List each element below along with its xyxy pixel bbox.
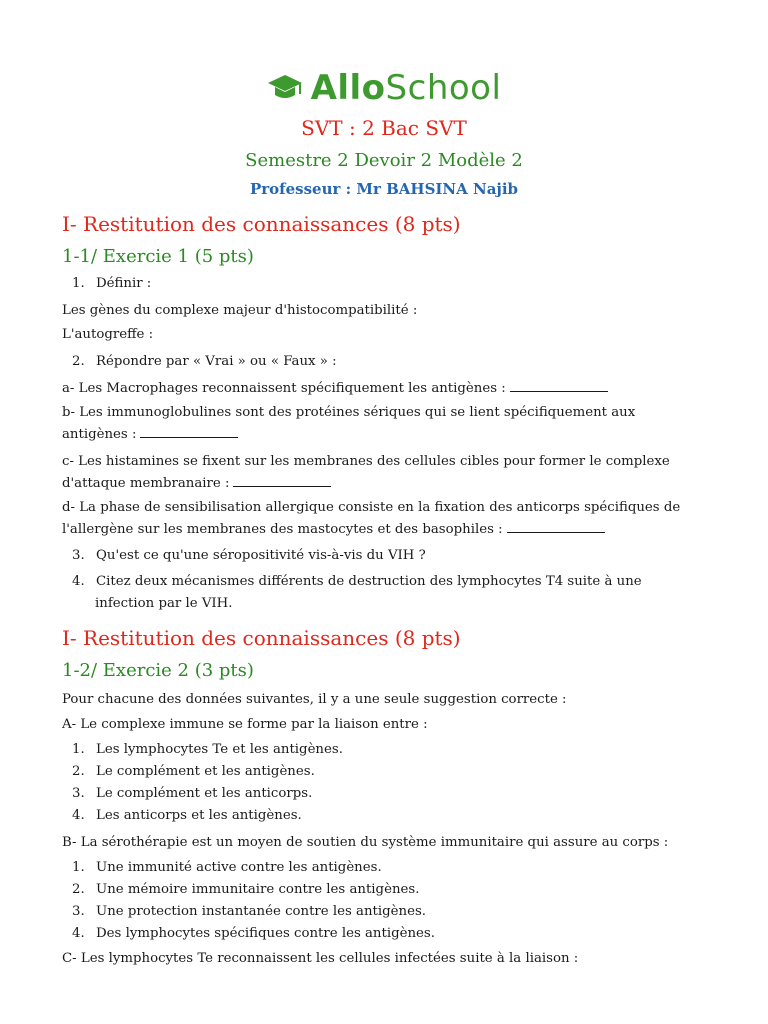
exercise-2-heading: 1-2/ Exercie 2 (3 pts) xyxy=(62,660,254,681)
answer-blank-a[interactable] xyxy=(510,378,608,392)
statement-d: d- La phase de sensibilisation allergique consiste en la fixation des anticorps spécifiques de l'allergène sur les membranes des mastocytes et des basophiles : xyxy=(62,500,681,537)
question-4: 4. Citez deux mécanismes différents de destruction des lymphocytes T4 suite à une infection par le VIH. xyxy=(72,574,642,611)
option-A-1[interactable]: 1. Les lymphocytes Te et les antigènes. xyxy=(72,742,343,757)
section-2-heading: I- Restitution des connaissances (8 pts) xyxy=(62,626,461,650)
section-1-heading: I- Restitution des connaissances (8 pts) xyxy=(62,212,461,236)
answer-blank-d[interactable] xyxy=(507,519,605,533)
statement-c: c- Les histamines se fixent sur les membranes des cellules cibles pour former le complexe d'attaque membranaire : xyxy=(62,454,670,491)
question-B-stem: B- La sérothérapie est un moyen de soutien du système immunitaire qui assure au corps : xyxy=(62,835,669,850)
question-1-item-2: L'autogreffe : xyxy=(62,327,154,342)
option-B-4[interactable]: 4. Des lymphocytes spécifiques contre les antigènes. xyxy=(72,926,435,941)
logo-wordmark xyxy=(311,68,502,108)
question-C-stem: C- Les lymphocytes Te reconnaissent les cellules infectées suite à la liaison : xyxy=(62,951,579,966)
statement-b: b- Les immunoglobulines sont des protéines sériques qui se lient spécifiquement aux antigènes : xyxy=(62,405,636,442)
graduation-cap-icon xyxy=(267,72,303,104)
statement-a: a- Les Macrophages reconnaissent spécifiquement les antigènes : xyxy=(62,378,702,400)
option-A-3[interactable]: 3. Le complément et les anticorps. xyxy=(72,786,313,801)
option-B-2[interactable]: 2. Une mémoire immunitaire contre les antigènes. xyxy=(72,882,420,897)
semester-title: Semestre 2 Devoir 2 Modèle 2 xyxy=(245,150,523,171)
answer-blank-b[interactable] xyxy=(140,424,238,438)
professor-name: Professeur : Mr BAHSINA Najib xyxy=(249,180,519,198)
question-A-stem: A- Le complexe immune se forme par la liaison entre : xyxy=(62,717,428,732)
subject-title: SVT : 2 Bac SVT xyxy=(301,116,467,140)
question-2: 2. Répondre par « Vrai » ou « Faux » : xyxy=(72,354,337,369)
logo-light-part: School xyxy=(385,68,502,108)
option-B-1[interactable]: 1. Une immunité active contre les antigènes. xyxy=(72,860,382,875)
exercise-2-intro: Pour chacune des données suivantes, il y a une seule suggestion correcte : xyxy=(62,692,567,707)
question-1-item-1: Les gènes du complexe majeur d'histocompatibilité : xyxy=(62,303,418,318)
exercise-1-heading: 1-1/ Exercie 1 (5 pts) xyxy=(62,246,254,267)
logo-bold-part: Allo xyxy=(310,68,386,108)
question-1: 1. Définir : xyxy=(72,276,152,291)
alloschool-logo[interactable] xyxy=(0,66,768,110)
option-A-4[interactable]: 4. Les anticorps et les antigènes. xyxy=(72,808,302,823)
option-A-2[interactable]: 2. Le complément et les antigènes. xyxy=(72,764,315,779)
question-3: 3. Qu'est ce qu'une séropositivité vis-à-vis du VIH ? xyxy=(72,548,426,563)
option-B-3[interactable]: 3. Une protection instantanée contre les antigènes. xyxy=(72,904,427,919)
answer-blank-c[interactable] xyxy=(233,473,331,487)
